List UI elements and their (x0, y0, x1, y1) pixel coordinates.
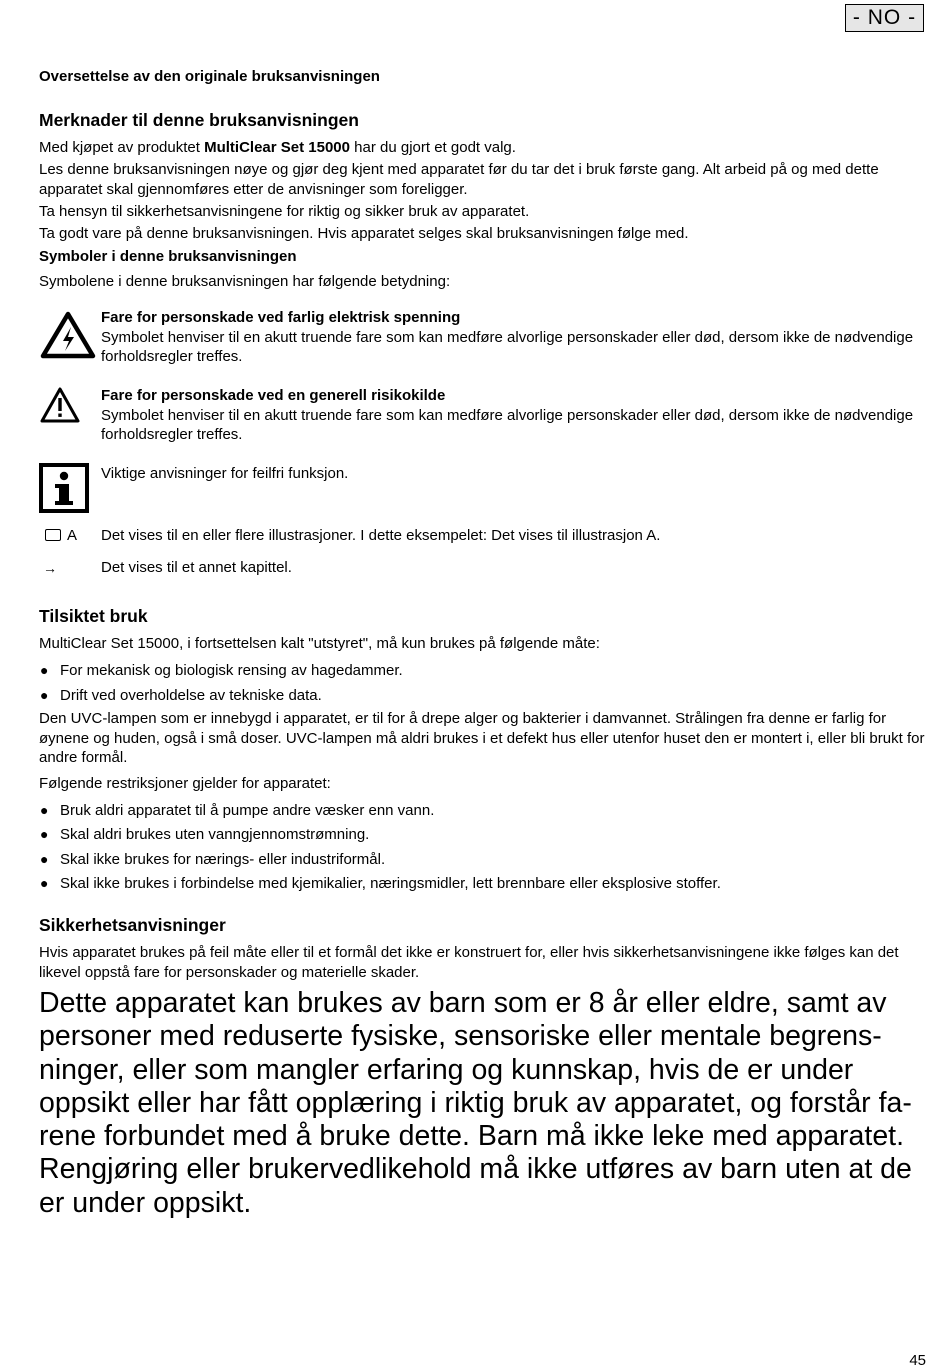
general-hazard-icon (39, 386, 81, 429)
info-icon (39, 463, 91, 520)
symbol-title: Fare for personskade ved farlig elektrisk spenning (101, 309, 461, 326)
list-item-text: Skal ikke brukes for nærings- eller industriformål. (60, 851, 386, 868)
electric-hazard-icon (39, 310, 97, 365)
symbol-description: Symbolet henviser til en akutt truende fare som kan medføre alvorlige personskader eller død, dersom ikke de nødvendige forholdsregler treffes. (101, 328, 914, 365)
symbols-heading: Symboler i denne bruksanvisningen (39, 248, 297, 265)
bullet-icon: ● (40, 802, 49, 818)
notice-line: Rengjøring eller brukervedlikehold må ikke utføres av barn uten at de (39, 1153, 912, 1186)
symbol-description: Symbolet henviser til en akutt truende fare som kan medføre alvorlige personskader eller død, dersom ikke de nødvendige forholdsregler treffes. (101, 406, 914, 443)
reference-illustration-text: Det vises til en eller flere illustrasjoner. I dette eksempelet: Det vises til illustrasjon A. (101, 527, 661, 544)
language-badge: - NO - (845, 4, 924, 32)
list-item-text: For mekanisk og biologisk rensing av hagedammer. (60, 662, 403, 679)
uvc-paragraph: Den UVC-lampen som er innebygd i apparatet, er til for å drepe alger og bakterier i damvannet. Strålingen fra denne er farlig for øynene og huden, også i små doser. UVC-lampen må aldri brukes i et defekt hus eller utenfor huset den er montert i, eller bli brukt for andre formål. (39, 710, 925, 766)
intro-paragraph-1 (39, 138, 927, 158)
notice-line: ninger, eller som mangler erfaring og kunnskap, hvis de er under (39, 1053, 854, 1086)
translation-note: Oversettelse av den originale bruksanvisningen (39, 68, 380, 85)
large-safety-notice (39, 987, 927, 1220)
list-item-text: Skal ikke brukes i forbindelse med kjemikalier, næringsmidler, lett brennbare eller eksplosive stoffer. (60, 875, 721, 892)
intro-paragraph-2: Les denne bruksanvisningen nøye og gjør deg kjent med apparatet før du tar det i bruk første gang. Alt arbeid på og med dette apparatet skal gjennomføres etter de anvisninger som foreligger. (39, 161, 879, 198)
list-item-text: Bruk aldri apparatet til å pumpe andre væsker enn vann. (60, 802, 435, 819)
intro-text: Med kjøpet av produktet (39, 139, 205, 156)
symbol-row-general (39, 386, 927, 446)
bullet-icon: ● (40, 662, 49, 678)
notice-line: rene forbundet med å bruke dette. Barn må ikke leke med apparatet. (39, 1120, 905, 1153)
restrictions-intro: Følgende restriksjoner gjelder for apparatet: (39, 775, 331, 792)
bullet-icon: ● (40, 826, 49, 842)
intended-use-heading: Tilsiktet bruk (39, 606, 148, 626)
notes-heading: Merknader til denne bruksanvisningen (39, 110, 359, 130)
safety-heading: Sikkerhetsanvisninger (39, 915, 226, 935)
intro-paragraph-4: Ta godt vare på denne bruksanvisningen. Hvis apparatet selges skal bruksanvisningen følge med. (39, 225, 689, 242)
page-number: 45 (909, 1352, 926, 1369)
reference-chapter-text: Det vises til et annet kapittel. (101, 559, 292, 576)
bullet-icon: ● (40, 851, 49, 867)
bullet-icon: ● (40, 687, 49, 703)
intro-paragraph-3: Ta hensyn til sikkerhetsanvisningene for riktig og sikker bruk av apparatet. (39, 203, 530, 220)
illustration-ref-marker (45, 526, 77, 546)
illustration-label: A (67, 527, 78, 544)
intro-text: har du gjort et godt valg. (350, 139, 516, 156)
safety-paragraph: Hvis apparatet brukes på feil måte eller til et formål det ikke er konstruert for, eller hvis sikkerhetsanvisningene ikke følges kan det likevel oppstå fare for personskader og materielle skader. (39, 944, 899, 981)
intended-use-intro: MultiClear Set 15000, i fortsettelsen kalt "utstyret", må kun brukes på følgende måte: (39, 635, 600, 652)
symbol-title: Fare for personskade ved en generell risikokilde (101, 387, 446, 404)
notice-line: Dette apparatet kan brukes av barn som er 8 år eller eldre, samt av (39, 987, 887, 1019)
notice-line: oppsikt eller har fått opplæring i riktig bruk av apparatet, og forstår fa- (39, 1086, 912, 1119)
symbol-description: Viktige anvisninger for feilfri funksjon. (101, 465, 349, 482)
symbol-row-info (39, 463, 927, 519)
notice-line: er under oppsikt. (39, 1186, 252, 1219)
bullet-icon: ● (40, 875, 49, 891)
symbol-row-electric (39, 308, 927, 368)
product-name: MultiClear Set 15000 (204, 139, 350, 156)
list-item-text: Skal aldri brukes uten vanngjennomstrømning. (60, 826, 370, 843)
illustration-box-icon (45, 529, 61, 541)
notice-line: personer med reduserte fysiske, sensoriske eller mentale begrens- (39, 1020, 882, 1053)
arrow-right-icon: → (43, 560, 57, 576)
symbols-intro: Symbolene i denne bruksanvisningen har følgende betydning: (39, 273, 451, 290)
list-item-text: Drift ved overholdelse av tekniske data. (60, 687, 322, 704)
